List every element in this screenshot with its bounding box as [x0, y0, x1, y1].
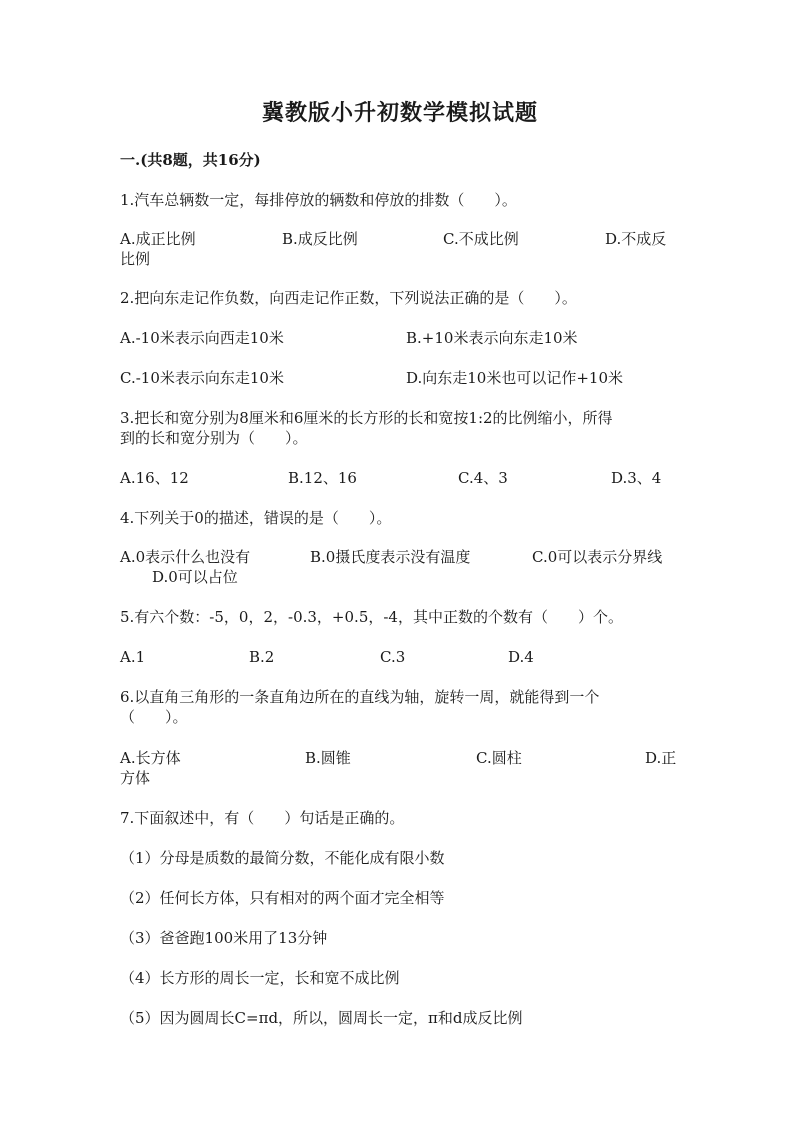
question-6-option-a: A.长方体 [120, 749, 181, 767]
question-2-option-c: C.-10米表示向东走10米 [120, 369, 284, 387]
section-heading: 一.(共8题，共16分) [120, 151, 261, 169]
question-7-statement-5: （5）因为圆周长C=πd，所以，圆周长一定，π和d成反比例 [120, 1009, 523, 1027]
question-6-option-d: D.正 [645, 749, 677, 767]
question-3-option-b: B.12、16 [288, 469, 357, 487]
question-6-stem-line-1: 6.以直角三角形的一条直角边所在的直线为轴，旋转一周，就能得到一个 [120, 688, 600, 706]
question-6-stem-line-2: （ ）。 [120, 708, 188, 726]
question-6-option-d-wrap: 方体 [120, 769, 151, 787]
question-3-option-c: C.4、3 [458, 469, 508, 487]
question-1-stem: 1.汽车总辆数一定，每排停放的辆数和停放的排数（ ）。 [120, 191, 517, 209]
question-5-stem: 5.有六个数：-5，0，2，-0.3，+0.5，-4，其中正数的个数有（ ）个。 [120, 608, 623, 626]
question-5-option-a: A.1 [120, 648, 146, 666]
question-3-stem-line-2: 到的长和宽分别为（ ）。 [120, 429, 308, 447]
question-5-option-d: D.4 [508, 648, 534, 666]
question-6-option-c: C.圆柱 [476, 749, 522, 767]
question-1-option-c: C.不成比例 [443, 230, 519, 248]
question-6-option-b: B.圆锥 [305, 749, 351, 767]
question-3-stem-line-1: 3.把长和宽分别为8厘米和6厘米的长方形的长和宽按1:2的比例缩小，所得 [120, 409, 613, 427]
question-4-option-c: C.0可以表示分界线 [532, 548, 663, 566]
question-7-statement-4: （4）长方形的周长一定，长和宽不成比例 [120, 969, 400, 987]
question-5-option-b: B.2 [249, 648, 275, 666]
question-1-option-d-wrap: 比例 [120, 250, 151, 268]
page-title: 冀教版小升初数学模拟试题 [261, 100, 538, 126]
question-4-option-b: B.0摄氏度表示没有温度 [310, 548, 471, 566]
question-7-statement-1: （1）分母是质数的最简分数，不能化成有限小数 [120, 849, 445, 867]
question-2-option-a: A.-10米表示向西走10米 [120, 329, 284, 347]
question-1-option-d: D.不成反 [605, 230, 667, 248]
question-7-statement-2: （2）任何长方体，只有相对的两个面才完全相等 [120, 889, 445, 907]
question-2-option-d: D.向东走10米也可以记作+10米 [406, 369, 624, 387]
question-2-stem: 2.把向东走记作负数，向西走记作正数，下列说法正确的是（ ）。 [120, 289, 577, 307]
question-3-option-a: A.16、12 [120, 469, 189, 487]
question-5-option-c: C.3 [380, 648, 406, 666]
question-7-statement-3: （3）爸爸跑100米用了13分钟 [120, 929, 328, 947]
question-4-option-a: A.0表示什么也没有 [120, 548, 251, 566]
question-3-option-d: D.3、4 [611, 469, 662, 487]
question-4-stem: 4.下列关于0的描述，错误的是（ ）。 [120, 509, 392, 527]
question-4-option-d: D.0可以占位 [152, 568, 238, 586]
question-7-stem: 7.下面叙述中，有（ ）句话是正确的。 [120, 809, 405, 827]
question-1-option-a: A.成正比例 [120, 230, 196, 248]
question-1-option-b: B.成反比例 [282, 230, 358, 248]
question-2-option-b: B.+10米表示向东走10米 [406, 329, 578, 347]
